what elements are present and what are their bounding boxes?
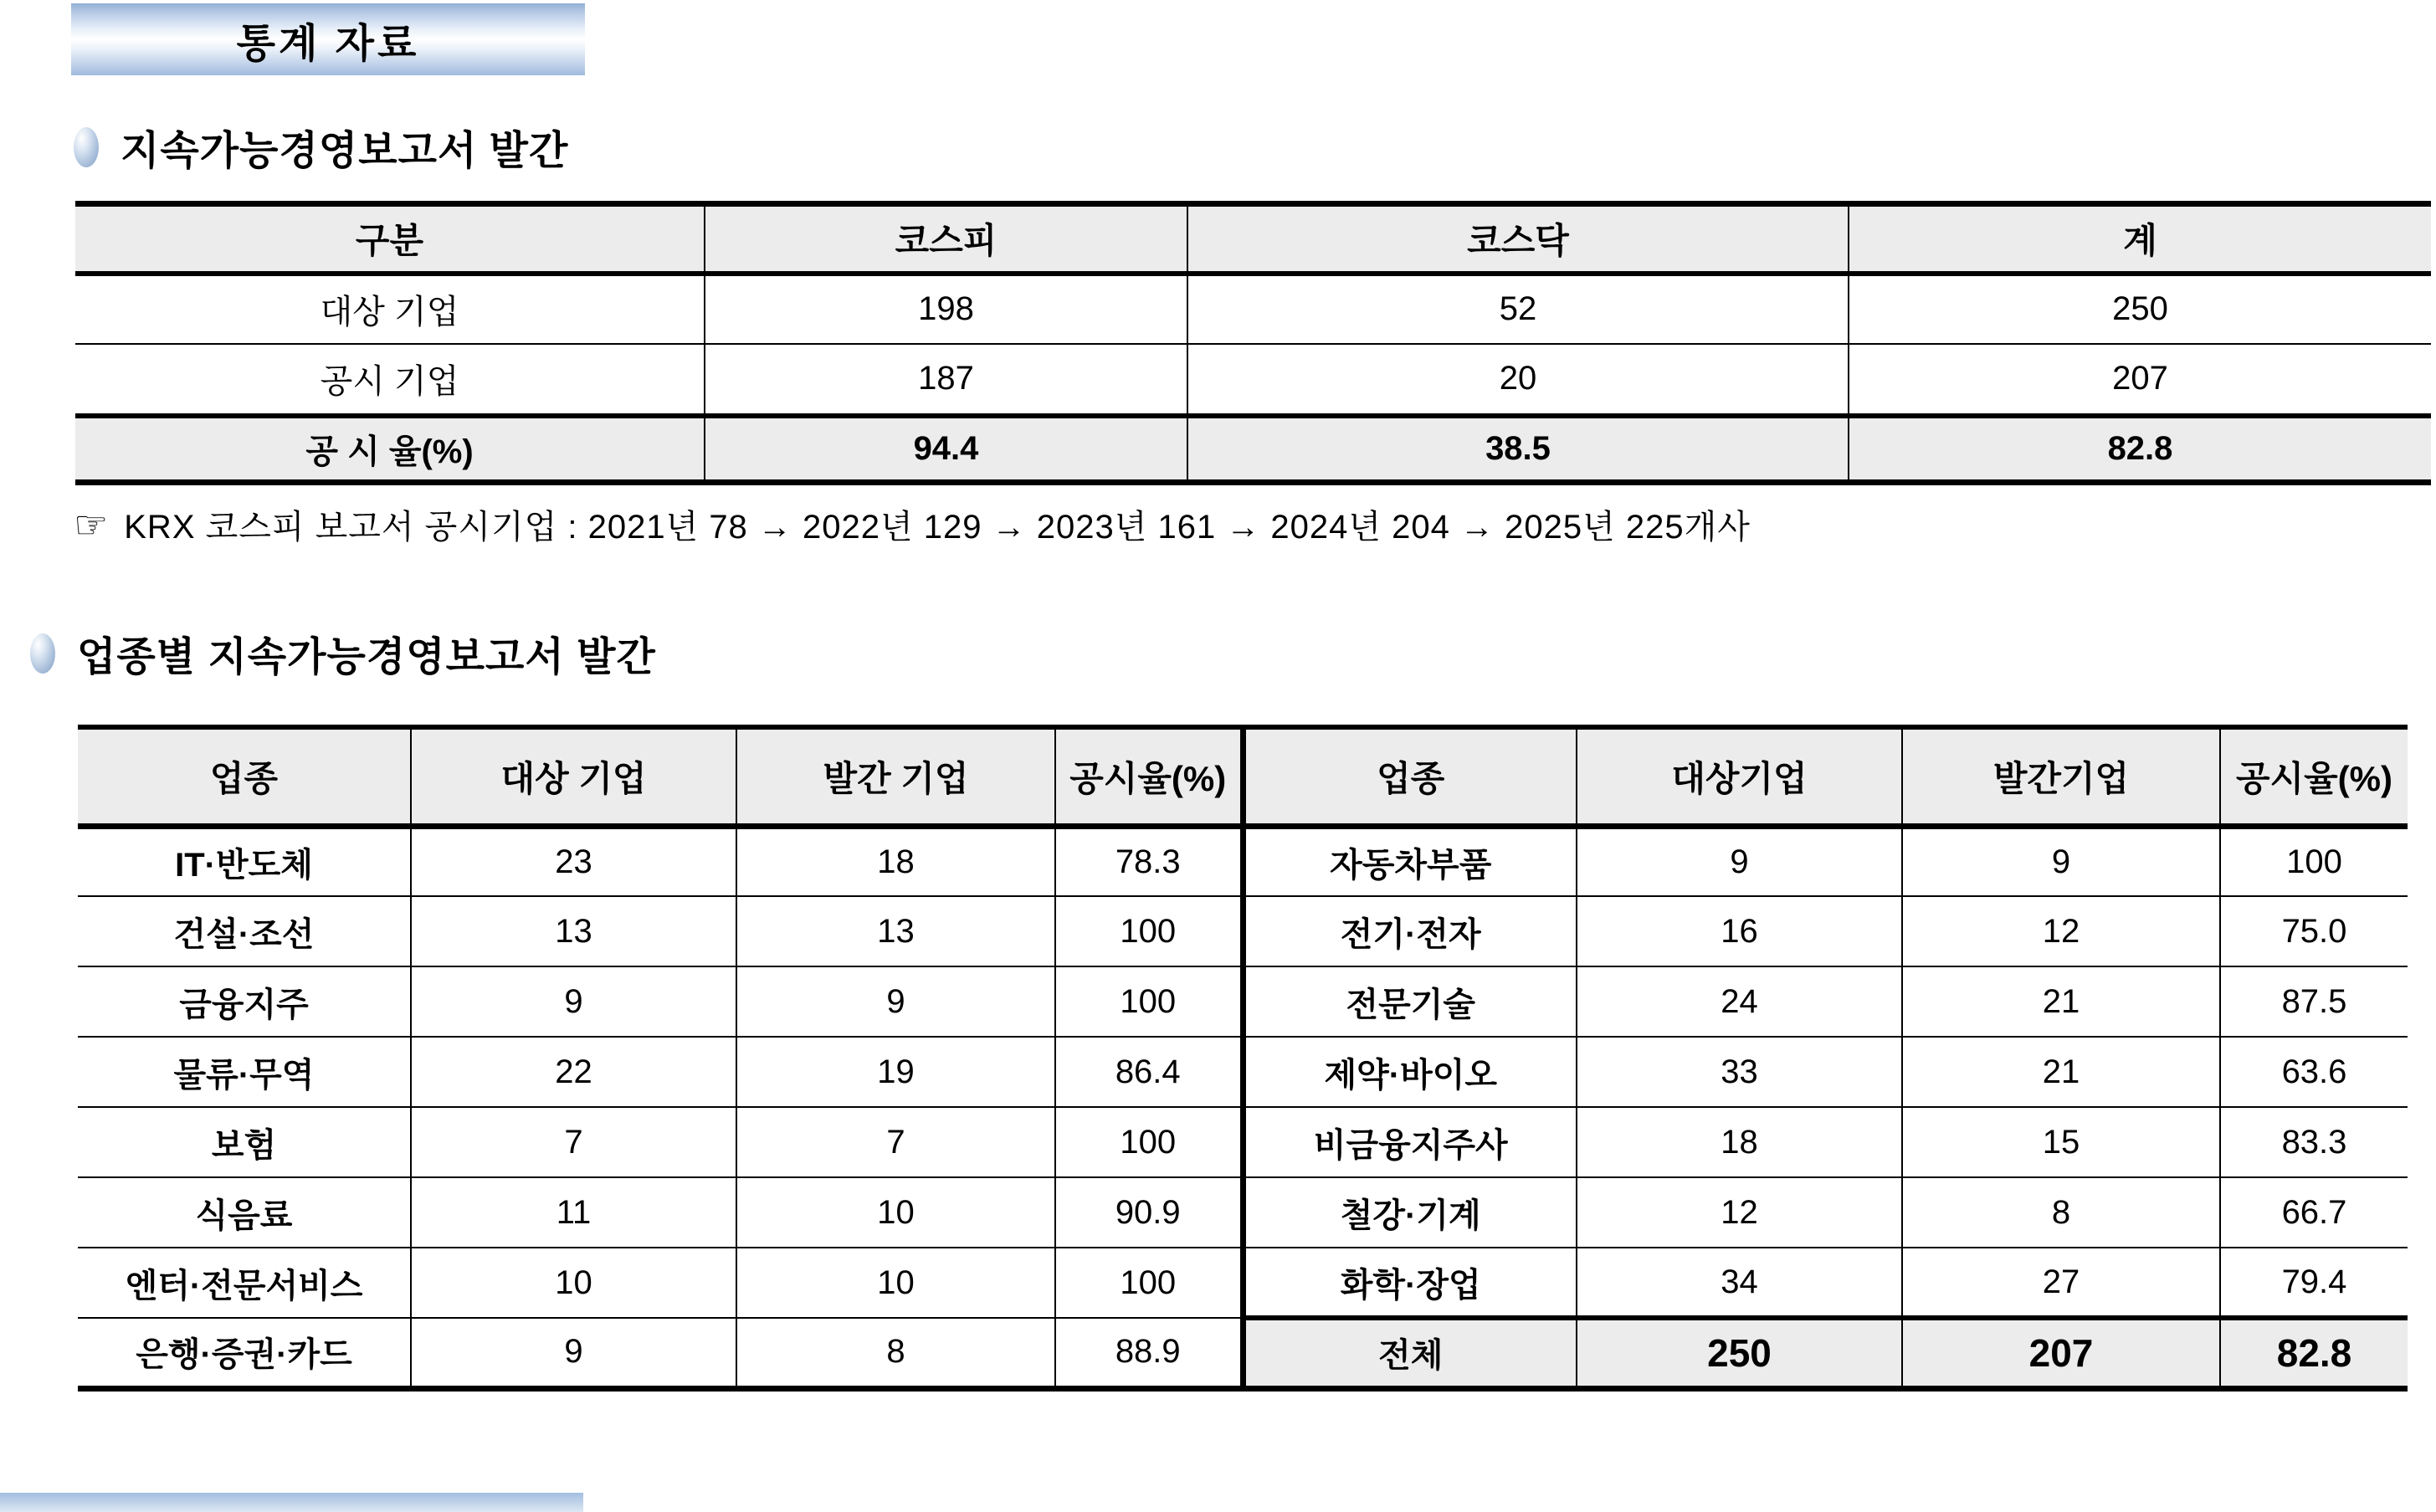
total-cell-value: 250	[1577, 1318, 1902, 1388]
cell-value: 250	[1849, 274, 2431, 344]
cell-value: 18	[736, 826, 1055, 896]
cell-value: 207	[1849, 344, 2431, 416]
cell-value: 10	[736, 1248, 1055, 1318]
table-row	[78, 966, 2408, 1037]
col-header-rate-left: 공시율(%)	[1055, 727, 1243, 826]
cell-value: 16	[1577, 896, 1902, 966]
footnote-text: KRX 코스피 보고서 공시기업 : 2021년 78 → 2022년 129 → 2023년 161 → 2024년 204 → 2025년 225개사	[124, 509, 1751, 546]
cell-value: 82.8	[1849, 416, 2431, 483]
col-header-total: 계	[1849, 204, 2431, 274]
report-summary-table	[75, 201, 2431, 485]
industry-label: 철강·기계	[1243, 1177, 1577, 1248]
row-label: 공 시 율(%)	[75, 416, 705, 483]
table-row	[78, 1248, 2408, 1318]
cell-value: 34	[1577, 1248, 1902, 1318]
cell-value: 87.5	[2220, 966, 2408, 1037]
cell-value: 198	[705, 274, 1187, 344]
table-row	[75, 274, 2431, 344]
industry-label: 건설·조선	[78, 896, 411, 966]
industry-label: 화학·장업	[1243, 1248, 1577, 1318]
cell-value: 10	[736, 1177, 1055, 1248]
cell-value: 18	[1577, 1107, 1902, 1177]
cell-value: 15	[1902, 1107, 2220, 1177]
total-cell-value: 207	[1902, 1318, 2220, 1388]
cell-value: 10	[411, 1248, 736, 1318]
section-heading-report	[74, 118, 568, 176]
cell-value: 11	[411, 1177, 736, 1248]
table-row	[75, 344, 2431, 416]
cell-value: 100	[1055, 896, 1243, 966]
industry-label: 제약·바이오	[1243, 1037, 1577, 1107]
cell-value: 100	[2220, 826, 2408, 896]
section-heading-industry	[30, 624, 656, 682]
cell-value: 7	[411, 1107, 736, 1177]
cell-value: 20	[1187, 344, 1849, 416]
table-row	[78, 1318, 2408, 1388]
cell-value: 8	[736, 1318, 1055, 1388]
pointing-hand-icon: ☞	[74, 502, 110, 546]
col-header-kosdaq: 코스닥	[1187, 204, 1849, 274]
sphere-bullet-icon	[30, 633, 55, 674]
col-header-target-right: 대상기업	[1577, 727, 1902, 826]
section-heading-report-label: 지속가능경영보고서 발간	[121, 129, 569, 173]
cell-value: 52	[1187, 274, 1849, 344]
col-header-target-left: 대상 기업	[411, 727, 736, 826]
table-row	[78, 826, 2408, 896]
industry-label: IT·반도체	[78, 826, 411, 896]
footnote	[74, 500, 1751, 548]
cell-value: 100	[1055, 1107, 1243, 1177]
industry-label: 금융지주	[78, 966, 411, 1037]
table-row	[78, 896, 2408, 966]
cell-value: 19	[736, 1037, 1055, 1107]
cell-value: 13	[411, 896, 736, 966]
next-page-banner-strip	[0, 1493, 583, 1512]
cell-value: 9	[1902, 826, 2220, 896]
cell-value: 7	[736, 1107, 1055, 1177]
cell-value: 79.4	[2220, 1248, 2408, 1318]
cell-value: 9	[736, 966, 1055, 1037]
cell-value: 33	[1577, 1037, 1902, 1107]
industry-table	[78, 725, 2408, 1392]
total-cell-value: 82.8	[2220, 1318, 2408, 1388]
cell-value: 21	[1902, 1037, 2220, 1107]
industry-label: 엔터·전문서비스	[78, 1248, 411, 1318]
title-banner	[71, 3, 585, 75]
industry-label: 자동차부품	[1243, 826, 1577, 896]
row-label: 대상 기업	[75, 274, 705, 344]
cell-value: 13	[736, 896, 1055, 966]
cell-value: 9	[411, 966, 736, 1037]
table-summary-row	[75, 416, 2431, 483]
cell-value: 100	[1055, 1248, 1243, 1318]
industry-label: 전기·전자	[1243, 896, 1577, 966]
cell-value: 90.9	[1055, 1177, 1243, 1248]
table-header-row	[78, 727, 2408, 826]
industry-label: 식음료	[78, 1177, 411, 1248]
total-row-label: 전체	[1243, 1318, 1577, 1388]
section-heading-industry-label: 업종별 지속가능경영보고서 발간	[77, 635, 656, 679]
cell-value: 75.0	[2220, 896, 2408, 966]
industry-label: 은행·증권·카드	[136, 1336, 352, 1374]
col-header-rate-right: 공시율(%)	[2220, 727, 2408, 826]
cell-value: 88.9	[1055, 1318, 1243, 1388]
industry-label: 전문기술	[1243, 966, 1577, 1037]
cell-value: 78.3	[1055, 826, 1243, 896]
industry-label: 보험	[78, 1107, 411, 1177]
col-header-industry-right: 업종	[1243, 727, 1577, 826]
cell-value: 38.5	[1187, 416, 1849, 483]
cell-value: 94.4	[705, 416, 1187, 483]
col-header-kospi: 코스피	[705, 204, 1187, 274]
cell-value: 12	[1902, 896, 2220, 966]
cell-value: 66.7	[2220, 1177, 2408, 1248]
table-header-row	[75, 204, 2431, 274]
col-header-published-right: 발간기업	[1902, 727, 2220, 826]
cell-value: 22	[411, 1037, 736, 1107]
industry-label: 물류·무역	[78, 1037, 411, 1107]
cell-value: 21	[1902, 966, 2220, 1037]
row-label: 공시 기업	[75, 344, 705, 416]
table-row	[78, 1107, 2408, 1177]
sphere-bullet-icon	[74, 127, 99, 167]
cell-value: 9	[1577, 826, 1902, 896]
cell-value: 27	[1902, 1248, 2220, 1318]
industry-label: 비금융지주사	[1243, 1107, 1577, 1177]
cell-value: 83.3	[2220, 1107, 2408, 1177]
cell-value: 9	[411, 1318, 736, 1388]
cell-value: 12	[1577, 1177, 1902, 1248]
col-header-published-left: 발간 기업	[736, 727, 1055, 826]
cell-value: 8	[1902, 1177, 2220, 1248]
cell-value: 24	[1577, 966, 1902, 1037]
cell-value: 100	[1055, 966, 1243, 1037]
cell-value: 63.6	[2220, 1037, 2408, 1107]
col-header-gubun: 구분	[75, 204, 705, 274]
cell-value: 187	[705, 344, 1187, 416]
table-row	[78, 1037, 2408, 1107]
cell-value: 86.4	[1055, 1037, 1243, 1107]
col-header-industry-left: 업종	[78, 727, 411, 826]
cell-value: 23	[411, 826, 736, 896]
table-row	[78, 1177, 2408, 1248]
page-title: 통계 자료	[236, 21, 420, 66]
